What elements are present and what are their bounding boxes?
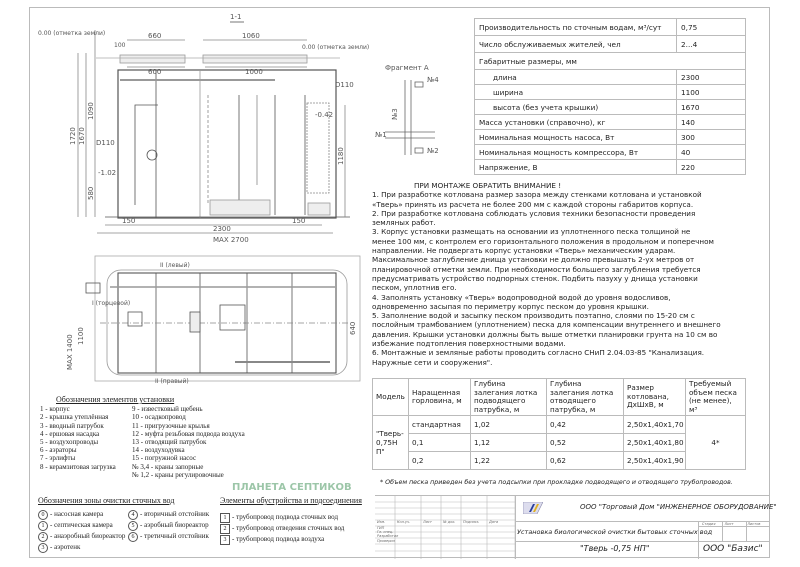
legend-connection-item	[220, 535, 370, 545]
connection-number-icon: 2	[220, 524, 230, 534]
stage-column-label: Листов	[747, 522, 761, 526]
spec-label: Число обслуживаемых жителей, чел	[475, 36, 677, 53]
spec-value: 220	[677, 160, 746, 175]
dim-1670: 1670	[78, 127, 86, 145]
models-cell: 2,50x1,40x1,70	[624, 416, 686, 434]
dim-1090: 1090	[87, 102, 95, 120]
installation-notes	[372, 181, 772, 367]
zone-number-icon: 4	[128, 510, 138, 520]
legend-zone-item	[128, 521, 214, 531]
dim-580: 580	[87, 186, 95, 200]
spec-row	[475, 160, 746, 175]
spec-value: 140	[677, 115, 746, 130]
models-header: Размер котлована, ДxШxВ, м	[624, 379, 686, 416]
dim-640: 640	[349, 321, 357, 335]
valve-2: №2	[427, 147, 439, 155]
note-line: 2. При разработке котлована соблюдать условия техники безопасности проведения	[372, 208, 696, 218]
note-line: предусматривать устройство подпорных стенок. Подбить пазуху у днища установки	[372, 273, 698, 283]
models-cell: 0,2	[409, 452, 471, 470]
spec-row	[475, 19, 746, 36]
models-cell: 2,50x1,40x1,90	[624, 452, 686, 470]
legend-zone-item	[128, 510, 214, 520]
models-header: Требуемый объем песка (не менее), м³	[686, 379, 746, 416]
note-line: избежание подтопления поверхностными водами.	[372, 339, 566, 349]
dim-660: 660	[148, 32, 162, 40]
spec-value: 300	[677, 130, 746, 145]
spec-label: Номинальная мощность насоса, Вт	[475, 130, 677, 145]
spec-row	[475, 115, 746, 130]
ground-mark-left: 0.00 (отметка земли)	[38, 30, 106, 37]
product-name: "Тверь -0,75 НП"	[580, 544, 650, 553]
dim-150-right: 150	[292, 217, 306, 225]
legend-zone-item	[38, 510, 128, 520]
revision-column-label: Лист	[423, 520, 432, 524]
stage-column-label: Лист	[724, 522, 734, 526]
lid-right	[203, 55, 307, 63]
fragment-title: Фрагмент А	[385, 64, 429, 72]
legend-zones	[38, 497, 214, 554]
legend-connections	[220, 497, 370, 546]
note-line: планировочной отметки земли. При необходимости большего заглубления требуется	[372, 264, 701, 274]
dim-max-1400: MAX 1400	[66, 334, 74, 370]
models-header: Наращенная горловина, м	[409, 379, 471, 416]
footnote: * Объем песка приведен без учета подсыпки при прокладке подводящего и отводящего трубопроводов.	[380, 479, 733, 486]
watermark: ПЛАНЕТА СЕПТИКОВ	[232, 482, 352, 493]
stage-columns	[702, 522, 770, 526]
legend-element-item: № 3,4 - краны запорные	[132, 462, 204, 471]
revision-column-label: № док.	[443, 520, 456, 524]
note-line: послойным трамбованием (уплотнением) песка для компенсации внутреннего и внешнего	[372, 320, 721, 330]
models-header: Глубина залегания лотка отводящего патрубка, м	[547, 379, 624, 416]
legend-element-item: 15 - погружной насос	[132, 454, 197, 463]
zone-number-icon: 5	[128, 521, 138, 531]
zone-label: - насосная камера	[50, 510, 104, 519]
signature-role: Проверил	[377, 538, 395, 543]
plan-label-end: I (торцевой)	[92, 300, 131, 307]
note-line: 1. При разработке котлована размер зазора между стенками котлована и установкой	[372, 190, 702, 200]
legend-elements-title: Обозначения элементов установки	[56, 395, 175, 404]
spec-label: Номинальная мощность компрессора, Вт	[475, 145, 677, 160]
spec-label: высота (без учета крышки)	[475, 100, 677, 115]
inlet-d110: D110	[96, 139, 115, 147]
company-logo	[523, 502, 543, 514]
valve-4: №4	[427, 76, 439, 84]
models-cell: стандартная	[409, 416, 471, 434]
spec-value: 40	[677, 145, 746, 160]
models-header: Модель	[373, 379, 409, 416]
zone-label: - септическая камера	[50, 521, 113, 530]
legend-elements	[40, 396, 340, 479]
sand-volume: 4*	[686, 416, 746, 470]
legend-element-item: 11 - пригрузочные крылья	[132, 421, 210, 430]
spec-row	[475, 53, 746, 70]
spec-row	[475, 100, 746, 115]
spec-value: 2300	[677, 70, 746, 85]
legend-element-item: 8 - керамзитовая загрузка	[40, 462, 116, 471]
models-cell: 0,62	[547, 452, 624, 470]
dim-150-left: 150	[122, 217, 136, 225]
models-cell: 2,50x1,40x1,80	[624, 434, 686, 452]
note-line: менее 100 мм, с контролем его горизонтального положения в продольном и поперечном	[372, 236, 714, 246]
spec-row	[475, 70, 746, 85]
legend-element-item: 1 - корпус	[40, 405, 70, 414]
note-line: давления. Крышки установки должны быть выше отметки планировки грунта на 10 см во	[372, 329, 718, 339]
legend-element-item: 3 - вводный патрубок	[40, 421, 104, 430]
legend-element-item: № 1,2 - краны регулировочные	[132, 470, 224, 479]
models-row	[373, 416, 746, 434]
note-line: 6. Монтажные и земляные работы проводить согласно СНиП 2.04.03-85 "Канализация.	[372, 348, 705, 358]
zone-label: - третичный отстойник	[140, 532, 209, 541]
zone-label: - аэротенк	[50, 543, 81, 552]
dim-1060: 1060	[242, 32, 260, 40]
note-line: 3. Корпус установки размещать на основании из уплотненного песка толщиной не	[372, 227, 691, 237]
legend-zone-item	[128, 532, 214, 542]
note-line: Максимальное заглубление днища установки не должно превышать 2-ух метров от	[372, 255, 695, 265]
section-label: 1-1	[230, 13, 242, 21]
dim-1000: 1000	[245, 68, 263, 76]
mark-minus-0-42: -0.42	[315, 111, 334, 119]
legend-element-item: 13 - отводящий патрубок	[132, 438, 207, 447]
dim-2300: 2300	[213, 225, 231, 233]
spec-label: Масса установки (справочно), кг	[475, 115, 677, 130]
note-line: Наружные сети и сооружения".	[372, 357, 493, 367]
models-cell: 1,12	[471, 434, 547, 452]
model-name: "Тверь-0,75НП"	[373, 416, 409, 470]
dim-1100: 1100	[77, 327, 85, 345]
legend-connection-item	[220, 524, 370, 534]
legend-element-item: 9 - известковый щебень	[132, 405, 203, 414]
models-cell: 0,42	[547, 416, 624, 434]
notes-title: ПРИ МОНТАЖЕ ОБРАТИТЬ ВНИМАНИЕ !	[414, 181, 562, 190]
signature-role: Разработал	[377, 534, 399, 539]
spec-label: Производительность по сточным водам, м³/сут	[475, 19, 677, 36]
legend-element-item: 12 - муфта резьбовая подвода воздуха	[132, 429, 245, 438]
note-line: направлении. Не подвергать корпус установки «Тверь» механическим ударам.	[372, 246, 676, 256]
dim-1180: 1180	[337, 147, 345, 165]
legend-element-item: 7 - эрлифты	[40, 454, 76, 463]
zone-number-icon: 2	[38, 532, 48, 542]
zone-number-icon: 3	[38, 543, 48, 553]
legend-element-item: 4 - ершовая насадка	[40, 429, 100, 438]
revision-column-label: Изм.	[377, 520, 386, 524]
connection-label: - трубопровод подвода воздуха	[232, 535, 325, 544]
models-cell: 0,52	[547, 434, 624, 452]
spec-row	[475, 145, 746, 160]
fragment-a	[375, 60, 455, 170]
note-line: 5. Заполнение водой и засыпку песком производить поэтапно, слоями по 15-20 см с	[372, 311, 695, 321]
note-line: песком, уплотнив его.	[372, 283, 457, 293]
signature-roles	[377, 526, 398, 543]
models-table	[372, 378, 746, 470]
lid-left	[120, 55, 185, 63]
plan-label-left: II (левый)	[160, 262, 190, 269]
models-header: Глубина залегания лотка подводящего патрубка, м	[471, 379, 547, 416]
legend-connections-title: Элементы обустройства и подсоединения	[220, 496, 362, 505]
dim-max-2700: MAX 2700	[213, 236, 249, 244]
note-line: земляных работ.	[372, 218, 436, 228]
mark-minus-1-02: -1.02	[98, 169, 117, 177]
models-cell: 1,22	[471, 452, 547, 470]
legend-connection-item	[220, 513, 370, 523]
note-line: 4. Заполнять установку «Тверь» водопроводной водой до уровня водосливов,	[372, 292, 671, 302]
note-line: «Тверь» принять из расчета не более 200 мм с каждой стороны габаритов корпуса.	[372, 199, 694, 209]
legend-element-item: 14 - воздуходувка	[132, 446, 185, 455]
dim-1720: 1720	[69, 127, 77, 145]
spec-row	[475, 85, 746, 100]
legend-element-item: 5 - воздухопроводы	[40, 438, 99, 447]
spec-value: 1670	[677, 100, 746, 115]
ground-mark-right: 0.00 (отметка земли)	[302, 44, 370, 51]
spec-label: Габаритные размеры, мм	[475, 53, 746, 70]
stage-column-label: Стадия	[702, 522, 716, 526]
spec-value: 1100	[677, 85, 746, 100]
spec-row	[475, 36, 746, 53]
revision-column-label: Кол.уч.	[397, 520, 411, 524]
legend-element-item: 2 - крышка утеплённая	[40, 413, 109, 422]
legend-zones-title: Обозначения зоны очистки сточных вод	[38, 496, 175, 505]
legend-element-item: 6 - аэраторы	[40, 446, 77, 455]
specs-table	[474, 18, 746, 175]
revision-columns	[377, 520, 515, 524]
dim-600: 600	[148, 68, 162, 76]
connection-label: - трубопровод отведения сточных вод	[232, 524, 345, 533]
models-cell: 1,02	[471, 416, 547, 434]
legend-zone-item	[38, 521, 128, 531]
revision-column-label: Подпись	[463, 520, 479, 524]
spec-label: Напряжение, В	[475, 160, 677, 175]
outlet-d110: D110	[335, 81, 354, 89]
drawing-description: Установка биологической очистки бытовых сточных вод	[517, 528, 713, 536]
revision-column-label: Дата	[489, 520, 499, 524]
note-line: одновременно засыпая по периметру корпус песком до уровня крышки.	[372, 301, 649, 311]
company-name: ООО "Торговый Дом "ИНЖЕНЕРНОЕ ОБОРУДОВАНИЕ"	[580, 503, 777, 511]
signature-role: Гл. спец.	[377, 530, 394, 535]
signature-role: ГИП	[377, 526, 385, 530]
spec-label: длина	[475, 70, 677, 85]
dim-100: 100	[114, 42, 126, 49]
valve-3: №3	[391, 108, 399, 120]
zone-number-icon: 1	[38, 521, 48, 531]
zone-label: - анаэробный биореактор	[50, 532, 126, 541]
legend-zone-item	[38, 543, 128, 553]
valve-1: №1	[375, 131, 387, 139]
connection-number-icon: 1	[220, 513, 230, 523]
organization: ООО "Базис"	[703, 544, 763, 554]
legend-zone-item	[38, 532, 128, 542]
technical-drawing	[30, 5, 370, 385]
zone-number-icon: 0	[38, 510, 48, 520]
spec-value: 0,75	[677, 19, 746, 36]
spec-label: ширина	[475, 85, 677, 100]
connection-label: - трубопровод подвода сточных вод	[232, 513, 339, 522]
zone-label: - вторичный отстойник	[140, 510, 210, 519]
zone-number-icon: 6	[128, 532, 138, 542]
connection-number-icon: 3	[220, 535, 230, 545]
spec-value: 2...4	[677, 36, 746, 53]
title-block	[375, 495, 777, 559]
tank-body	[118, 70, 336, 218]
zone-label: - аэробный биореактор	[140, 521, 209, 530]
legend-element-item: 10 - осадкопровод	[132, 413, 186, 422]
plan-label-right: II (правый)	[155, 378, 189, 385]
spec-row	[475, 130, 746, 145]
models-cell: 0,1	[409, 434, 471, 452]
